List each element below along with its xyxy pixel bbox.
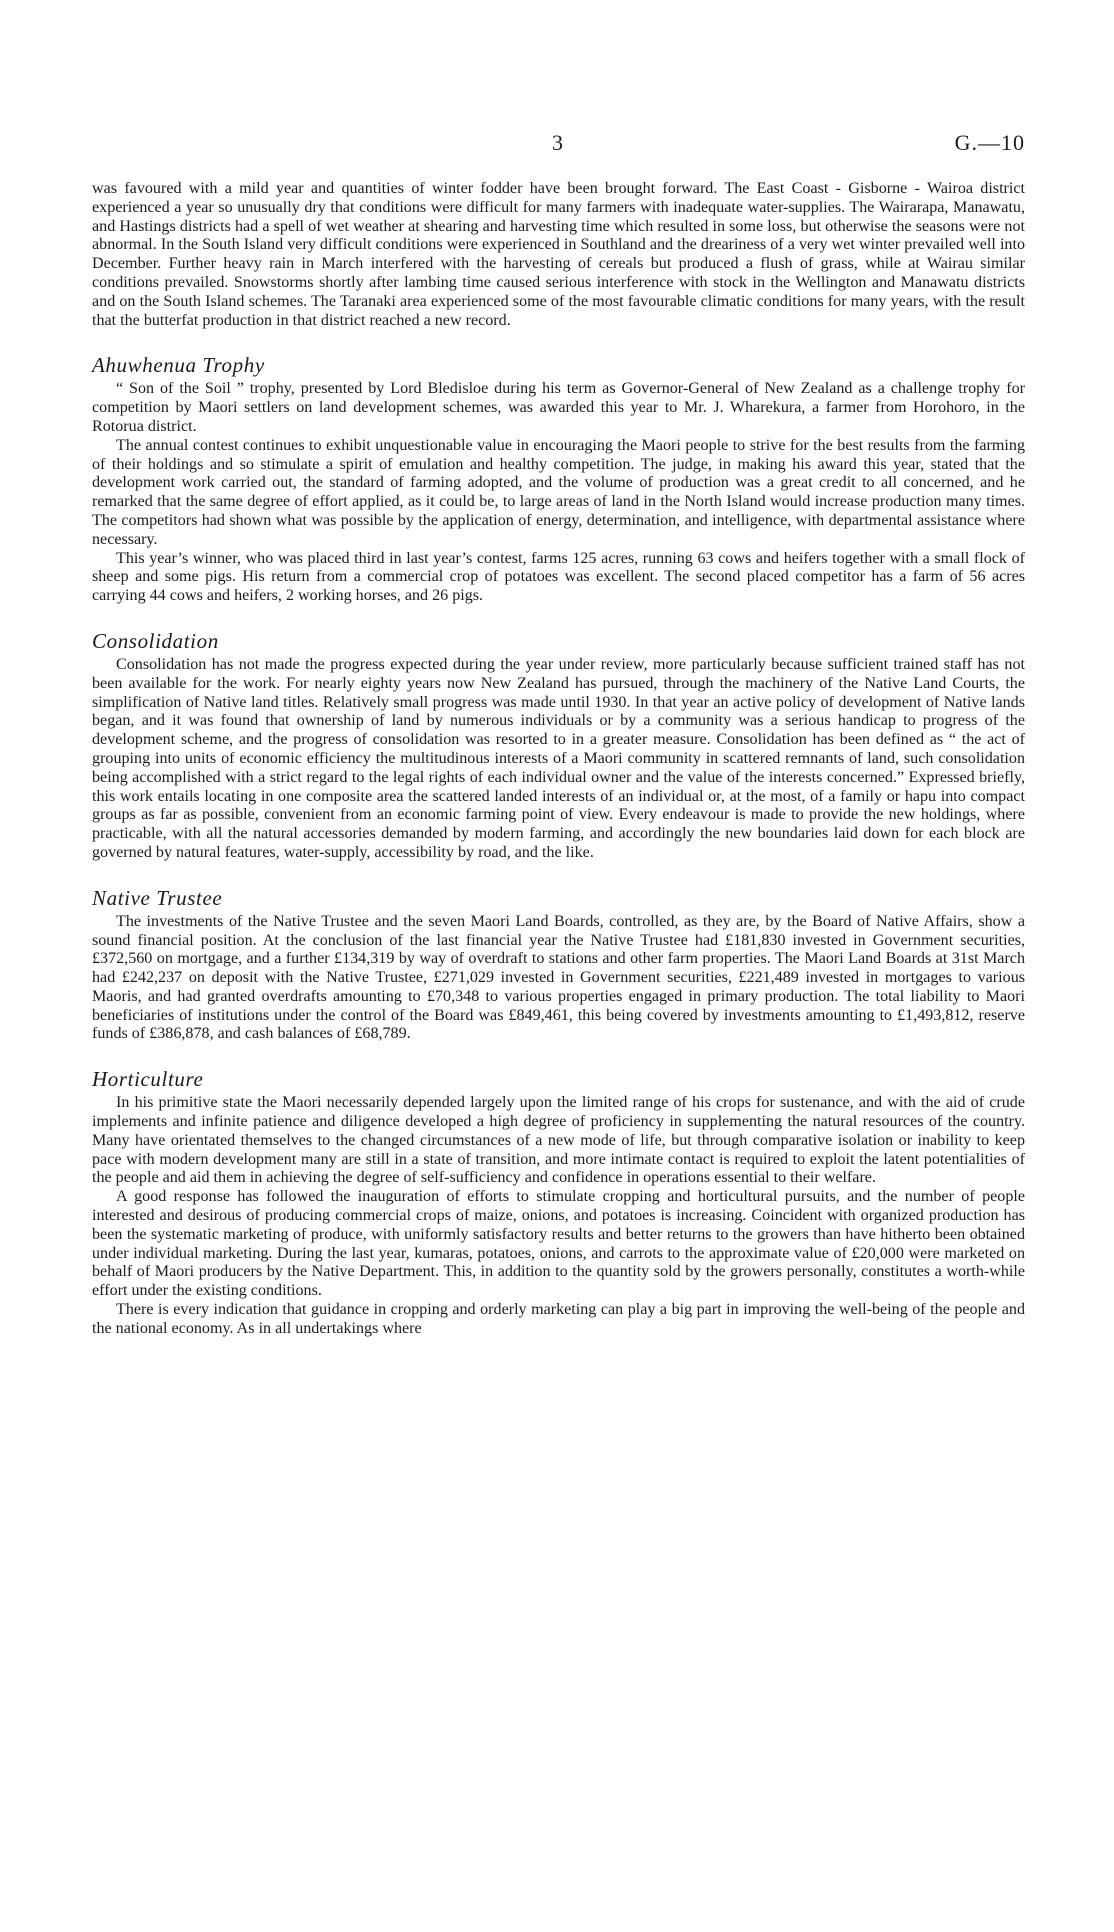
- paragraph: “ Son of the Soil ” trophy, presented by Lord Bledisloe during his term as Governor-General of New Zealand as a challenge trophy for competition by Maori settlers on land development schemes, was awarded this year to Mr. J. Wharekura, a farmer from Horohoro, in the Rotorua district.: [92, 380, 1025, 435]
- paragraph: A good response has followed the inauguration of efforts to stimulate cropping and horticultural pursuits, and the number of people interested and desirous of producing commercial crops of maize, onions, and potatoes is increasing. Coincident with organized production has been the systematic marketing of produce, with uniformly satisfactory results and better returns to the growers than have hitherto been obtained under individual marketing. During the last year, kumaras, potatoes, onions, and carrots to the approximate value of £20,000 were marketed on behalf of Maori producers by the Native Department. This, in addition to the quantity sold by the growers personally, constitutes a worth-while effort under the existing conditions.: [92, 1188, 1025, 1300]
- page-number: 3: [552, 130, 563, 155]
- section-heading: Horticulture: [92, 1067, 204, 1092]
- section-horticulture: [92, 1066, 1025, 1338]
- section-heading: Ahuwhenua Trophy: [92, 353, 265, 378]
- paragraph: The annual contest continues to exhibit unquestionable value in encouraging the Maori people to strive for the best results from the farming of their holdings and so stimulate a spirit of emulation and healthy competition. The judge, in making his award this year, stated that the development work carried out, the standard of farming adopted, and the volume of production was a great credit to all concerned, and he remarked that the same degree of effort applied, as it could be, to large areas of land in the North Island would increase production many times. The competitors had shown what was possible by the application of energy, determination, and intelligence, with departmental assistance where necessary.: [92, 436, 1025, 548]
- section-heading: Consolidation: [92, 628, 219, 653]
- paragraph: In his primitive state the Maori necessarily depended largely upon the limited range of his crops for sustenance, and with the aid of crude implements and infinite patience and diligence developed a high degree of proficiency in supplementing the natural resources of the country. Many have orientated themselves to the changed circumstances of a new mode of life, but through comparative isolation or inability to keep pace with modern development many are still in a state of transition, and more intimate contact is required to exploit the latent potentialities of the people and aid them in achieving the degree of self-sufficiency and confidence in operations essential to their welfare.: [92, 1094, 1025, 1187]
- paragraph: There is every indication that guidance in cropping and orderly marketing can play a big part in improving the well-being of the people and the national economy. As in all undertakings where: [92, 1301, 1025, 1337]
- section-consolidation: [92, 628, 1025, 863]
- page-header: [90, 130, 1025, 160]
- section-ahuwhenua-trophy: [92, 352, 1025, 606]
- page-body: [92, 180, 1025, 1339]
- paragraph: Consolidation has not made the progress expected during the year under review, more particularly because sufficient trained staff has not been available for the work. For nearly eighty years now New Zealand has pursued, through the machinery of the Native Land Courts, the simplification of Native land titles. Relatively small progress was made until 1930. In that year an active policy of development of Native lands began, and it was found that ownership of land by numerous individuals or by a community was a serious handicap to progress of the development scheme, and the progress of consolidation was resorted to in a greater measure. Consolidation has been defined as “ the act of grouping into units of economic efficiency the multitudinous interests of a Maori community in scattered remnants of land, such consolidation being accomplished with a strict regard to the legal rights of each individual owner and the value of the interests concerned.” Expressed briefly, this work entails locating in one composite area the scattered landed interests of an individual or, at the most, of a family or hapu into compact groups as far as possible, convenient from an economic farming point of view. Every endeavour is made to provide the new holdings, where practicable, with all the natural accessories demanded by modern farming, and accordingly the new boundaries laid down for each block are governed by natural features, water-supply, accessibility by road, and the like.: [92, 655, 1025, 861]
- paragraph: This year’s winner, who was placed third in last year’s contest, farms 125 acres, running 63 cows and heifers together with a small flock of sheep and some pigs. His return from a commercial crop of potatoes was excellent. The second placed competitor has a farm of 56 acres carrying 44 cows and heifers, 2 working horses, and 26 pigs.: [92, 549, 1025, 605]
- paragraph: The investments of the Native Trustee and the seven Maori Land Boards, controlled, as they are, by the Board of Native Affairs, show a sound financial position. At the conclusion of the last financial year the Native Trustee had £181,830 invested in Government securities, £372,560 on mortgage, and a further £134,319 by way of overdraft to stations and other farm properties. The Maori Land Boards at 31st March had £242,237 on deposit with the Native Trustee, £271,029 invested in Government securities, £221,489 invested in mortgages to various Maoris, and had granted overdrafts amounting to £70,348 to various properties engaged in primary production. The total liability to Maori beneficiaries of institutions under the control of the Board was £849,461, this being covered by investments amounting to £1,493,812, reserve funds of £386,878, and cash balances of £68,789.: [92, 912, 1025, 1043]
- section-native-trustee: [92, 885, 1025, 1045]
- intro-paragraph: was favoured with a mild year and quantities of winter fodder have been brought forward. The East Coast - Gisborne - Wairoa district experienced a year so unusually dry that conditions were difficult for many farmers with inadequate water-supplies. The Wairarapa, Manawatu, and Hastings districts had a spell of wet weather at shearing and harvesting time which resulted in some loss, but otherwise the seasons were not abnormal. In the South Island very difficult conditions were experienced in Southland and the dreariness of a very wet winter prevailed well into December. Further heavy rain in March interfered with the harvesting of cereals but produced a flush of grass, while at Wairau similar conditions prevailed. Snowstorms shortly after lambing time caused serious interference with stock in the Wellington and Manawatu districts and on the South Island schemes. The Taranaki area experienced some of the most favourable climatic conditions for many years, with the result that the butterfat production in that district reached a new record.: [92, 180, 1025, 329]
- document-reference: G.—10: [954, 130, 1025, 155]
- section-heading: Native Trustee: [92, 885, 223, 910]
